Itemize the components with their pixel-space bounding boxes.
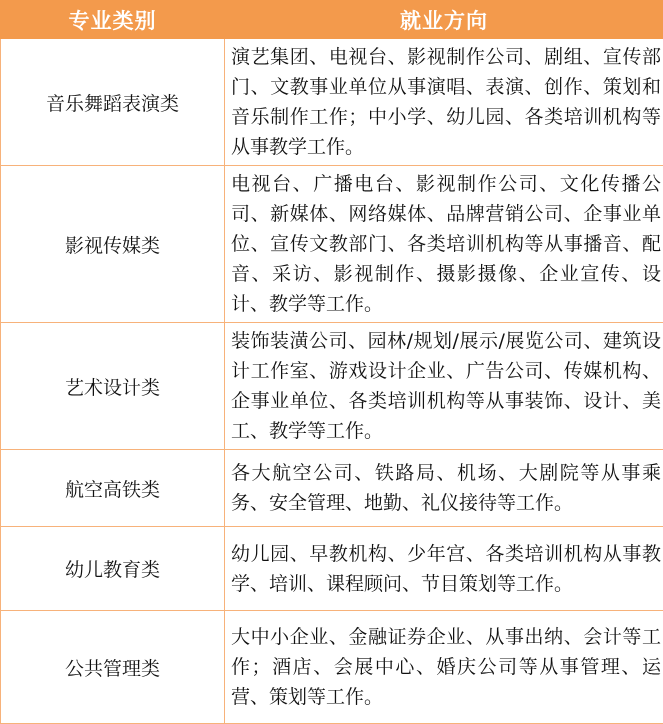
table-row <box>1 323 663 450</box>
header-row <box>1 1 663 39</box>
direction-cell: 电视台、广播电台、影视制作公司、文化传播公司、新媒体、网络媒体、品牌营销公司、企事业单位、宣传文教部门、各类培训机构等从事播音、配音、采访、影视制作、摄影摄像、企业宣传、设计、教学等工作。 <box>225 166 663 323</box>
direction-cell: 各大航空公司、铁路局、机场、大剧院等从事乘务、安全管理、地勤、礼仪接待等工作。 <box>225 450 663 527</box>
direction-cell: 装饰装潢公司、园林/规划/展示/展览公司、建筑设计工作室、游戏设计企业、广告公司、传媒机构、企事业单位、各类培训机构等从事装饰、设计、美工、教学等工作。 <box>225 323 663 450</box>
category-cell: 幼儿教育类 <box>1 527 225 611</box>
table-row <box>1 39 663 166</box>
category-cell: 艺术设计类 <box>1 323 225 450</box>
table-row <box>1 450 663 527</box>
table-row <box>1 527 663 611</box>
table-row <box>1 166 663 323</box>
direction-cell: 大中小企业、金融证券企业、从事出纳、会计等工作；酒店、会展中心、婚庆公司等从事管理、运营、策划等工作。 <box>225 611 663 724</box>
direction-cell: 幼儿园、早教机构、少年宫、各类培训机构从事教学、培训、课程顾问、节目策划等工作。 <box>225 527 663 611</box>
category-cell: 影视传媒类 <box>1 166 225 323</box>
table-row <box>1 611 663 724</box>
category-cell: 航空高铁类 <box>1 450 225 527</box>
header-employment-direction: 就业方向 <box>225 1 663 39</box>
direction-cell: 演艺集团、电视台、影视制作公司、剧组、宣传部门、文教事业单位从事演唱、表演、创作、策划和音乐制作工作；中小学、幼儿园、各类培训机构等从事教学工作。 <box>225 39 663 166</box>
header-major-category: 专业类别 <box>1 1 225 39</box>
category-cell: 音乐舞蹈表演类 <box>1 39 225 166</box>
category-cell: 公共管理类 <box>1 611 225 724</box>
